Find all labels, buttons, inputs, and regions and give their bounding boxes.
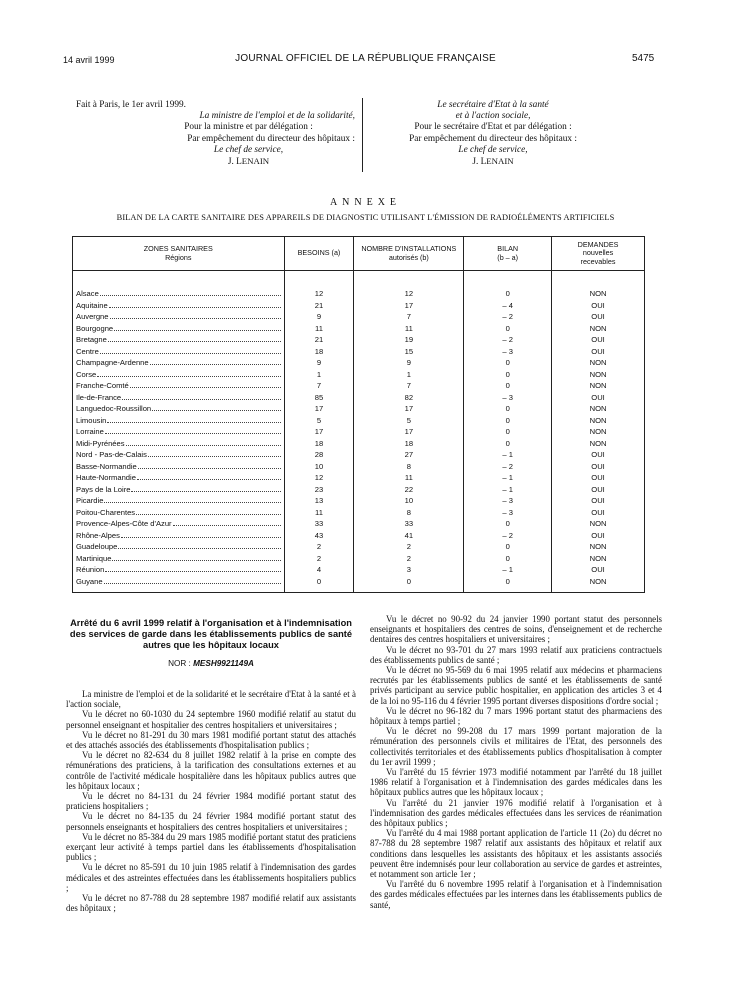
- annexe-label: ANNEXE: [329, 197, 402, 208]
- annexe-title: BILAN DE LA CARTE SANITAIRE DES APPAREILS DE DIAGNOSTIC UTILISANT L'ÉMISSION DE RADIOÉLÉMENTS ARTIFICIELS: [116, 213, 615, 222]
- table-row: [73, 369, 645, 381]
- besoins-cell: 11: [284, 507, 354, 519]
- visa-paragraph: Vu le décret no 95-569 du 6 mai 1995 relatif aux médecins et pharmaciens recrutés par les établissements publics de santé et les établissements de santé privés participant au service public hospitalier, en application des articles 3 et 4 de la loi no 95-116 du 4 février 1995 portant diverses dispositions d'ordre social ;: [370, 665, 662, 706]
- installations-cell: 18: [354, 438, 464, 450]
- arrete-title: Arrêté du 6 avril 1999 relatif à l'organisation et à l'indemnisation des services de garde dans les établissements publics de santé autres que les hôpitaux locaux: [69, 618, 353, 650]
- visa-paragraph: Vu le décret no 84-135 du 24 février 1984 modifié portant statut des personnels enseignants et hospitaliers des centres hospitaliers et universitaires ;: [66, 811, 356, 832]
- demandes-cell: NON: [552, 438, 645, 450]
- installations-cell: 10: [354, 495, 464, 507]
- region-cell: Provence-Alpes-Côte d'Azur: [73, 518, 285, 530]
- bilan-cell: 0: [464, 380, 552, 392]
- bilan-cell: 0: [464, 438, 552, 450]
- table-row: [73, 380, 645, 392]
- demandes-cell: OUI: [552, 507, 645, 519]
- delegation-line: Pour le secrétaire d'Etat et par délégation :: [414, 122, 572, 133]
- region-cell: Champagne-Ardenne: [73, 357, 285, 369]
- demandes-cell: OUI: [552, 311, 645, 323]
- installations-cell: 41: [354, 530, 464, 542]
- region-cell: Centre: [73, 346, 285, 358]
- bilan-cell: 0: [464, 576, 552, 593]
- besoins-cell: 13: [284, 495, 354, 507]
- besoins-cell: 7: [284, 380, 354, 392]
- table-row: [73, 472, 645, 484]
- region-cell: Poitou-Charentes: [73, 507, 285, 519]
- minister-title: La ministre de l'emploi et de la solidarité,: [199, 111, 355, 122]
- bilan-cell: – 3: [464, 346, 552, 358]
- bilan-cell: – 1: [464, 449, 552, 461]
- bilan-cell: 0: [464, 541, 552, 553]
- installations-cell: 11: [354, 323, 464, 335]
- demandes-cell: OUI: [552, 472, 645, 484]
- installations-cell: 12: [354, 288, 464, 300]
- besoins-cell: 33: [284, 518, 354, 530]
- installations-cell: 0: [354, 576, 464, 593]
- installations-cell: 9: [354, 357, 464, 369]
- bilan-cell: 0: [464, 415, 552, 427]
- region-cell: Bourgogne: [73, 323, 285, 335]
- text-column-left: [66, 689, 356, 913]
- besoins-cell: 18: [284, 438, 354, 450]
- table-row: [73, 300, 645, 312]
- visa-paragraph: Vu le décret no 81-291 du 30 mars 1981 modifié portant statut des attachés et des attachés associés des établissements d'hospitalisation publics ;: [66, 729, 356, 751]
- region-cell: Rhône-Alpes: [73, 530, 285, 542]
- region-cell: Alsace: [73, 288, 285, 300]
- besoins-cell: 5: [284, 415, 354, 427]
- region-cell: Franche-Comté: [73, 380, 285, 392]
- visa-paragraph: Vu le décret no 60-1030 du 24 septembre 1960 modifié relatif au statut du personnel enseignant et hospitalier des centres hospitaliers et universitaires ;: [66, 709, 356, 730]
- visa-paragraph: Vu le décret no 82-634 du 8 juillet 1982 relatif à la prise en compte des rémunérations des praticiens, à la tarification des consultations externes et au contrôle de l'activité médicale hospitalière dans les hôpitaux publics autres que les hôpitaux locaux ;: [66, 750, 356, 791]
- demandes-cell: NON: [552, 518, 645, 530]
- table-row: [73, 507, 645, 519]
- visa-paragraph: Vu l'arrêté du 6 novembre 1995 relatif à l'organisation et à l'indemnisation des gardes médicales effectuées par les internes dans les établissements publics de santé,: [370, 879, 662, 910]
- table-row: [73, 518, 645, 530]
- table-row: [73, 311, 645, 323]
- besoins-cell: 17: [284, 403, 354, 415]
- visa-paragraph: Vu le décret no 85-591 du 10 juin 1985 relatif à l'indemnisation des gardes médicales et des astreintes effectuées dans les établissements hospitaliers publics ;: [66, 862, 356, 893]
- installations-cell: 15: [354, 346, 464, 358]
- demandes-cell: NON: [552, 380, 645, 392]
- table-row: [73, 461, 645, 473]
- table-body: [73, 271, 645, 593]
- demandes-cell: OUI: [552, 392, 645, 404]
- bilan-cell: – 3: [464, 495, 552, 507]
- bilan-cell: – 2: [464, 461, 552, 473]
- col-demandes: DEMANDES nouvelles recevables: [552, 237, 645, 271]
- demandes-cell: NON: [552, 357, 645, 369]
- region-cell: Ile-de-France: [73, 392, 285, 404]
- secretary-title-2: et à l'action sociale,: [455, 111, 531, 122]
- installations-cell: 17: [354, 426, 464, 438]
- table-row: [73, 438, 645, 450]
- besoins-cell: 28: [284, 449, 354, 461]
- table-row: [73, 346, 645, 358]
- region-cell: Guadeloupe: [73, 541, 285, 553]
- installations-cell: 17: [354, 300, 464, 312]
- installations-cell: 22: [354, 484, 464, 496]
- bilan-cell: – 3: [464, 392, 552, 404]
- installations-cell: 2: [354, 553, 464, 565]
- demandes-cell: NON: [552, 369, 645, 381]
- signature-block-right: [368, 100, 618, 168]
- demandes-cell: OUI: [552, 300, 645, 312]
- impediment-line: Par empêchement du directeur des hôpitaux :: [187, 133, 355, 144]
- table-row: [73, 449, 645, 461]
- besoins-cell: 23: [284, 484, 354, 496]
- region-cell: Aquitaine: [73, 300, 285, 312]
- bilan-cell: – 1: [464, 484, 552, 496]
- nor-reference: NOR : MESH9921149A: [168, 659, 254, 668]
- installations-cell: 2: [354, 541, 464, 553]
- signatory-role: Le chef de service,: [458, 144, 528, 155]
- visa-paragraph: Vu l'arrêté du 4 mai 1988 portant application de l'article 11 (2o) du décret no 87-788 du 28 septembre 1987 relatif aux assistants des hôpitaux et relatif aux conditions dans lesquelles les assistants des hôpitaux et les assistants associés peuvent être indemnisés pour leur collaboration au service de gardes et astreintes, et notamment son article 1er ;: [370, 828, 662, 880]
- table-row: [73, 564, 645, 576]
- demandes-cell: NON: [552, 323, 645, 335]
- bilan-cell: – 2: [464, 530, 552, 542]
- installations-cell: 19: [354, 334, 464, 346]
- demandes-cell: NON: [552, 426, 645, 438]
- bilan-cell: – 2: [464, 311, 552, 323]
- besoins-cell: 21: [284, 300, 354, 312]
- visa-paragraph: Vu l'arrêté du 15 février 1973 modifié notamment par l'arrêté du 18 juillet 1986 relatif à l'organisation et à l'indemnisation des gardes médicales dans les hôpitaux publics autres que les hôpitaux locaux ;: [370, 767, 662, 798]
- installations-cell: 17: [354, 403, 464, 415]
- bilan-cell: 0: [464, 357, 552, 369]
- text-column-right: [370, 614, 662, 910]
- table-row: [73, 288, 645, 300]
- besoins-cell: 1: [284, 369, 354, 381]
- region-cell: Martinique: [73, 553, 285, 565]
- installations-cell: 7: [354, 311, 464, 323]
- demandes-cell: NON: [552, 403, 645, 415]
- installations-cell: 82: [354, 392, 464, 404]
- carte-sanitaire-table: [72, 236, 645, 593]
- bilan-cell: 0: [464, 403, 552, 415]
- bilan-cell: 0: [464, 553, 552, 565]
- demandes-cell: NON: [552, 415, 645, 427]
- visa-paragraph: Vu le décret no 85-384 du 29 mars 1985 modifié portant statut des praticiens exerçant leur activité à temps partiel dans les établissements d'hospitalisation publics ;: [66, 831, 356, 863]
- visa-paragraph: Vu le décret no 90-92 du 24 janvier 1990 portant statut des personnels enseignants et hospitaliers des centres de soins, d'enseignement et de recherche dentaires des centres hospitaliers et universitaires ;: [370, 614, 662, 645]
- bilan-cell: 0: [464, 518, 552, 530]
- bilan-cell: 0: [464, 426, 552, 438]
- place-date: Fait à Paris, le 1er avril 1999.: [76, 100, 186, 110]
- table-row: [73, 392, 645, 404]
- bilan-cell: – 1: [464, 472, 552, 484]
- visa-paragraph: Vu l'arrêté du 21 janvier 1976 modifié relatif à l'organisation et à l'indemnisation des gardes médicales effectuées dans les services de réanimation des hôpitaux publics ;: [370, 797, 662, 829]
- installations-cell: 3: [354, 564, 464, 576]
- region-cell: Limousin: [73, 415, 285, 427]
- installations-cell: 11: [354, 472, 464, 484]
- region-cell: Corse: [73, 369, 285, 381]
- visa-paragraph: Vu le décret no 93-701 du 27 mars 1993 relatif aux praticiens contractuels des établissements publics de santé ;: [370, 644, 662, 665]
- bilan-cell: 0: [464, 323, 552, 335]
- bilan-cell: 0: [464, 369, 552, 381]
- table-header-row: [73, 237, 645, 271]
- col-installations: NOMBRE D'INSTALLATIONS autorisés (b): [354, 237, 464, 271]
- header-date: 14 avril 1999: [63, 55, 115, 65]
- column-divider: [362, 98, 363, 172]
- installations-cell: 33: [354, 518, 464, 530]
- demandes-cell: NON: [552, 553, 645, 565]
- region-cell: Guyane: [73, 576, 285, 593]
- visa-paragraph: Vu le décret no 84-131 du 24 février 1984 modifié portant statut des praticiens hospitaliers ;: [66, 791, 356, 812]
- besoins-cell: 9: [284, 357, 354, 369]
- besoins-cell: 10: [284, 461, 354, 473]
- besoins-cell: 43: [284, 530, 354, 542]
- delegation-line: Pour la ministre et par délégation :: [184, 122, 313, 133]
- installations-cell: 27: [354, 449, 464, 461]
- bilan-cell: 0: [464, 288, 552, 300]
- bilan-cell: – 4: [464, 300, 552, 312]
- region-cell: Auvergne: [73, 311, 285, 323]
- region-cell: Haute-Normandie: [73, 472, 285, 484]
- col-bilan: BILAN (b – a): [464, 237, 552, 271]
- visa-paragraph: Vu le décret no 87-788 du 28 septembre 1987 modifié relatif aux assistants des hôpitaux ;: [66, 893, 356, 914]
- signature-block-left: [72, 100, 355, 168]
- besoins-cell: 2: [284, 553, 354, 565]
- table-row: [73, 415, 645, 427]
- col-zones: ZONES SANITAIRES Régions: [73, 237, 285, 271]
- region-cell: Languedoc-Roussillon: [73, 403, 285, 415]
- besoins-cell: 85: [284, 392, 354, 404]
- installations-cell: 1: [354, 369, 464, 381]
- signatory-name: J. LENAIN: [472, 156, 514, 168]
- bilan-cell: – 3: [464, 507, 552, 519]
- demandes-cell: OUI: [552, 564, 645, 576]
- region-cell: Lorraine: [73, 426, 285, 438]
- bilan-cell: – 1: [464, 564, 552, 576]
- demandes-cell: OUI: [552, 484, 645, 496]
- besoins-cell: 11: [284, 323, 354, 335]
- demandes-cell: NON: [552, 576, 645, 593]
- table-row: [73, 541, 645, 553]
- demandes-cell: OUI: [552, 495, 645, 507]
- besoins-cell: 9: [284, 311, 354, 323]
- secretary-title-1: Le secrétaire d'Etat à la santé: [437, 100, 549, 110]
- installations-cell: 5: [354, 415, 464, 427]
- besoins-cell: 0: [284, 576, 354, 593]
- signatory-name: J. LENAIN: [227, 156, 270, 168]
- besoins-cell: 17: [284, 426, 354, 438]
- table-row: [73, 323, 645, 335]
- table-row: [73, 334, 645, 346]
- table-row: [73, 426, 645, 438]
- besoins-cell: 4: [284, 564, 354, 576]
- demandes-cell: NON: [552, 541, 645, 553]
- installations-cell: 7: [354, 380, 464, 392]
- table-row: [73, 576, 645, 593]
- demandes-cell: OUI: [552, 449, 645, 461]
- region-cell: Réunion: [73, 564, 285, 576]
- visa-paragraph: Vu le décret no 99-208 du 17 mars 1999 portant majoration de la rémunération des personnels civils et militaires de l'Etat, des personnels des collectivités territoriales et des établissements publics d'hospitalisation à compter du 1er avril 1999 ;: [370, 726, 662, 767]
- col-besoins: BESOINS (a): [284, 237, 354, 271]
- region-cell: Basse-Normandie: [73, 461, 285, 473]
- region-cell: Bretagne: [73, 334, 285, 346]
- table-row: [73, 530, 645, 542]
- table-row: [73, 495, 645, 507]
- table-row: [73, 403, 645, 415]
- bilan-cell: – 2: [464, 334, 552, 346]
- page-number: 5475: [632, 53, 655, 64]
- demandes-cell: OUI: [552, 530, 645, 542]
- journal-title: JOURNAL OFFICIEL DE LA RÉPUBLIQUE FRANÇAISE: [235, 53, 496, 64]
- demandes-cell: OUI: [552, 334, 645, 346]
- besoins-cell: 18: [284, 346, 354, 358]
- besoins-cell: 12: [284, 472, 354, 484]
- impediment-line: Par empêchement du directeur des hôpitaux :: [409, 133, 577, 144]
- table-row: [73, 484, 645, 496]
- besoins-cell: 21: [284, 334, 354, 346]
- region-cell: Midi-Pyrénées: [73, 438, 285, 450]
- besoins-cell: 12: [284, 288, 354, 300]
- installations-cell: 8: [354, 461, 464, 473]
- region-cell: Picardie: [73, 495, 285, 507]
- visa-paragraph: La ministre de l'emploi et de la solidarité et le secrétaire d'Etat à la santé et à l'action sociale,: [66, 689, 356, 710]
- demandes-cell: OUI: [552, 461, 645, 473]
- signatory-role: Le chef de service,: [213, 144, 284, 155]
- demandes-cell: OUI: [552, 346, 645, 358]
- installations-cell: 8: [354, 507, 464, 519]
- besoins-cell: 2: [284, 541, 354, 553]
- table-row: [73, 553, 645, 565]
- page-header: [0, 53, 731, 69]
- demandes-cell: NON: [552, 288, 645, 300]
- region-cell: Pays de la Loire: [73, 484, 285, 496]
- visa-paragraph: Vu le décret no 96-182 du 7 mars 1996 portant statut des pharmaciens des hôpitaux à temps partiel ;: [370, 705, 662, 727]
- table-spacer-row: [73, 271, 645, 289]
- table-row: [73, 357, 645, 369]
- region-cell: Nord - Pas-de-Calais: [73, 449, 285, 461]
